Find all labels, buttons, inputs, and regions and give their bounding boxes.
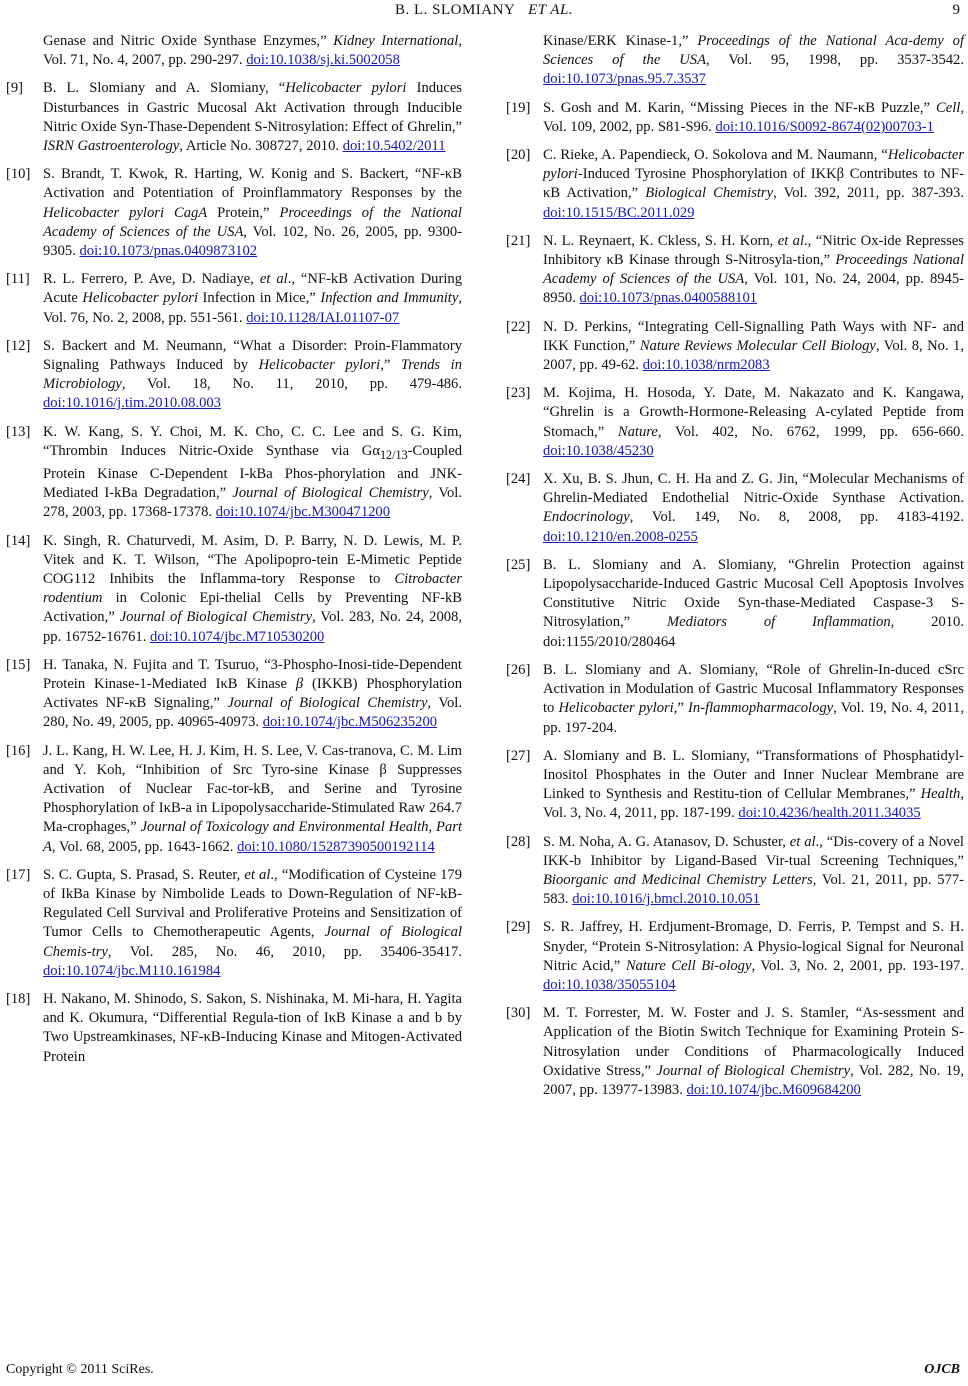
reference-text: , Article No. 308727, 2010. xyxy=(179,138,343,155)
reference-text: , Vol. 102, No. 26, 2005, pp. 9300-9305. xyxy=(43,223,462,260)
reference-entry xyxy=(506,318,964,376)
italic-text: Trends in Microbiology xyxy=(43,357,462,393)
reference-text: , Vol. 149, No. 8, 2008, pp. 4183-4192. xyxy=(629,509,964,526)
running-title xyxy=(0,2,968,19)
italic-text: Part A xyxy=(43,819,462,855)
reference-entry xyxy=(506,232,964,309)
reference-text: , Vol. 8, No. 1, 2007, pp. 49-62. xyxy=(543,337,964,374)
reference-text: X. Xu, B. S. Jhun, C. H. Ha and Z. G. Jin, “Molecular Mechanisms of Ghrelin-Mediated Endothelial Nitric-Oxide Synthase Activation. xyxy=(543,471,964,507)
italic-text: Journal of Biological Chemistry xyxy=(119,609,313,626)
italic-text: Citrobacter rodentium xyxy=(43,570,462,607)
reference-text: , Vol. 18, No. 11, 2010, pp. 479-486. xyxy=(121,376,462,393)
reference-number: [27] xyxy=(506,747,531,764)
doi-link[interactable]: doi:10.1074/jbc.M300471200 xyxy=(215,504,391,521)
italic-text: Journal of Biological Chemistry xyxy=(656,1062,851,1079)
italic-text: β xyxy=(295,676,304,692)
italic-text: Infection and Immunity xyxy=(320,290,459,307)
reference-number: [16] xyxy=(6,742,31,759)
reference-entry xyxy=(506,99,964,137)
reference-text: Kinase/ERK Kinase-1,” xyxy=(543,33,698,49)
italic-text: Journal of Biological Chemistry xyxy=(227,695,428,712)
reference-entry xyxy=(506,1004,964,1100)
italic-text: Helicobacter pylori xyxy=(82,290,198,307)
reference-text: J. L. Kang, H. W. Lee, H. J. Kim, H. S. Lee, V. Cas-tranova, C. M. Lim and Y. Koh, “Inhibition of Src Tyro-sine Kinase β Suppresses Activation of Nuclear Fac-tor-kB, and Serine and Tyrosine Phosphorylation of IκB-a in Lipopolysaccharide-Stimulated Raw 264.7 Ma-crophages,” xyxy=(43,742,462,836)
doi-link[interactable]: doi:10.1038/nrm2083 xyxy=(642,357,770,374)
doi-link[interactable]: doi:10.5402/2011 xyxy=(342,138,446,155)
doi-link[interactable]: doi:10.1073/pnas.95.7.3537 xyxy=(543,71,706,88)
italic-text: Mediators of Inflammation xyxy=(666,614,891,631)
italic-text: Health xyxy=(920,786,961,803)
doi-link[interactable]: doi:10.1016/S0092-8674(02)00703-1 xyxy=(715,118,934,135)
reference-number: [29] xyxy=(506,919,531,936)
reference-text: in Colonic Epi-thelial Cells by Preventing NF-kB Activation,” xyxy=(43,590,462,626)
reference-text: N. L. Reynaert, K. Ckless, S. H. Korn, xyxy=(543,232,778,249)
reference-entry xyxy=(6,742,462,857)
italic-text: Helicobacter pylori CagA xyxy=(43,204,208,221)
italic-text: Nature Reviews Molecular Cell Biology xyxy=(639,337,876,354)
italic-text: Helicobacter pylori xyxy=(285,80,407,97)
reference-text: -Coupled Protein Kinase C-Dependent I-kBa Phos-phorylation and JNK-Mediated I-kBa Degradation,” xyxy=(43,442,462,502)
doi-link[interactable]: doi:10.4236/health.2011.34035 xyxy=(738,805,921,822)
reference-entry xyxy=(6,656,462,733)
reference-text: , Vol. 280, No. 49, 2005, pp. 40965-40973. xyxy=(43,695,462,731)
italic-text: Helicobacter pylori xyxy=(258,357,381,374)
reference-number: [26] xyxy=(506,661,531,678)
reference-number: [22] xyxy=(506,318,531,335)
italic-text: Bioorganic and Medicinal Chemistry Letters xyxy=(543,871,813,888)
reference-text: S. Backert and M. Neumann, “What a Disorder: Proin-Flammatory Signaling Pathways Induced by xyxy=(43,337,462,374)
doi-link[interactable]: doi:10.1073/pnas.0400588101 xyxy=(579,290,758,307)
reference-number: [12] xyxy=(6,337,31,354)
reference-text: S. Brandt, T. Kwok, R. Harting, W. Konig and S. Backert, “NF-κB Activation and Potentiation of Proinflammatory Responses by the xyxy=(43,166,462,202)
journal-abbreviation: OJCB xyxy=(924,1362,960,1377)
reference-text: S. R. Jaffrey, H. Erdjument-Bromage, D. Ferris, P. Tempst and S. H. Snyder, “Protein S-Nitrosylation: A Physio-logical Signal for Neuronal Nitric Acid,” xyxy=(543,919,964,974)
reference-text: (IKKB) Phosphorylation Activates NF-κB Signaling,” xyxy=(43,676,462,712)
reference-text: S. Gosh and M. Karin, “Missing Pieces in the NF-κB Puzzle,” xyxy=(543,99,937,116)
reference-text: , Vol. 76, No. 2, 2008, pp. 551-561. xyxy=(43,290,462,326)
italic-text: et al xyxy=(244,866,271,883)
italic-text: Nature xyxy=(617,423,658,440)
reference-number: [14] xyxy=(6,532,31,549)
reference-text: , Vol. 392, 2011, pp. 387-393. xyxy=(773,185,964,202)
reference-text: Protein,” xyxy=(207,204,280,221)
reference-text: R. L. Ferrero, P. Ave, D. Nadiaye, xyxy=(43,271,260,288)
reference-text: M. T. Forrester, M. W. Foster and J. S. Stamler, “As-sessment and Application of the Biotin Switch Technique for Examining Protein S-Nitrosylation under Conditions of Pharmacologically Induced Oxidative Stress,” xyxy=(543,1005,964,1079)
reference-text: K. W. Kang, S. Y. Choi, M. K. Cho, C. C. Lee and S. G. Kim, “Thrombin Induces Nitric-Oxide Synthase via Gα xyxy=(43,423,462,459)
reference-number: [20] xyxy=(506,147,531,164)
italic-text: Nature Cell Bi-ology xyxy=(625,957,752,974)
reference-number: [15] xyxy=(6,656,31,673)
doi-link[interactable]: doi:10.1074/jbc.M506235200 xyxy=(262,714,438,731)
italic-text: Journal of Toxicology and Environmental Health xyxy=(140,819,429,836)
reference-number: [17] xyxy=(6,866,31,883)
reference-text: , Vol. 402, No. 6762, 1999, pp. 656-660. xyxy=(657,423,964,440)
italic-text: et al xyxy=(789,833,816,850)
reference-text: , Vol. 68, 2005, pp. 1643-1662. xyxy=(51,838,238,855)
reference-number: [23] xyxy=(506,385,531,402)
reference-number: [30] xyxy=(506,1005,531,1022)
reference-entry xyxy=(506,470,964,547)
subscript-text: 12/13 xyxy=(379,447,408,462)
doi-link[interactable]: doi:10.1074/jbc.M609684200 xyxy=(686,1081,861,1098)
reference-number: [11] xyxy=(6,271,30,288)
reference-text: Induces Disturbances in Gastric Mucosal Akt Activation through Inducible Nitric Oxide Syn-Thase-Dependent S-Nitrosylation: Effect of Ghrelin,” xyxy=(43,80,462,135)
reference-text: B. L. Slomiany and A. Slomiany, “Ghrelin Protection against Lipopolysaccharide-Induced Gastric Mucosal Cell Apoptosis Involves Constitutive Nitric Oxide Syn-thase-Mediated Caspase-3 S-Nitrosylation,” xyxy=(543,556,964,631)
reference-continuation xyxy=(6,32,462,70)
doi-link[interactable]: doi:10.1128/IAI.01107-07 xyxy=(246,309,400,326)
reference-text: , Vol. 95, 1998, pp. 3537-3542. xyxy=(706,52,964,69)
italic-text: Proceedings National Academy of Sciences of the USA xyxy=(543,252,964,288)
reference-number: [28] xyxy=(506,833,531,850)
reference-text: , Vol. 278, 2003, pp. 17368-17378. xyxy=(43,485,462,521)
reference-entry xyxy=(6,165,462,261)
reference-entry xyxy=(506,556,964,652)
italic-text: Proceedings of the National Academy of Sciences of the USA xyxy=(43,204,462,240)
reference-text: ., “Nitric Ox-ide Represses Inhibitory κB Kinase through S-Nitrosyla-tion,” xyxy=(543,232,964,269)
doi-link[interactable]: doi:10.1074/jbc.M110.161984 xyxy=(43,962,221,979)
reference-number: [19] xyxy=(506,99,531,116)
doi-link[interactable]: doi:10.1073/pnas.0409873102 xyxy=(79,243,258,260)
reference-text: A. Slomiany and B. L. Slomiany, “Transformations of Phosphatidyl-Inositol Phosphates in the Outer and Inner Nuclear Membrane are Linked to Synthesis and Restitu-tion of Cellular Membranes,” xyxy=(543,747,964,803)
reference-column-right xyxy=(506,32,964,1109)
reference-entry xyxy=(506,384,964,461)
reference-text: , Vol. 109, 2002, pp. S81-S96. xyxy=(543,99,964,135)
reference-text: S. C. Gupta, S. Prasad, S. Reuter, xyxy=(43,866,245,883)
reference-number: [13] xyxy=(6,423,31,440)
reference-column-left xyxy=(6,32,462,1076)
reference-text: -Induced Tyrosine Phosphorylation of IKKβ Contributes to NF-κB Activation,” xyxy=(543,166,964,202)
reference-number: [10] xyxy=(6,166,31,183)
page-number: 9 xyxy=(952,2,960,18)
reference-entry xyxy=(506,146,964,223)
doi-link[interactable]: doi:10.1016/j.tim.2010.08.003 xyxy=(43,395,221,412)
reference-text: , Vol. 285, No. 46, 2010, pp. 35406-35417. xyxy=(107,943,462,960)
reference-entry xyxy=(6,866,462,981)
reference-entry xyxy=(6,423,462,523)
italic-text: Helicobacter pylori xyxy=(543,147,964,183)
reference-entry xyxy=(6,337,462,414)
italic-text: In-flammopharmacology xyxy=(688,700,834,717)
reference-number: [18] xyxy=(6,991,31,1008)
reference-text: H. Tanaka, N. Fujita and T. Tsuruo, “3-Phospho-Inosi-tide-Dependent Protein Kinase-1-Mediated IκB Kinase xyxy=(43,656,462,692)
doi-link[interactable]: doi:10.1080/15287390500192114 xyxy=(237,838,435,855)
doi-link[interactable]: doi:10.1038/35055104 xyxy=(543,976,676,993)
reference-number: [21] xyxy=(506,232,531,249)
page-header xyxy=(0,0,968,26)
italic-text: Journal of Biological Chemis-try xyxy=(43,924,462,960)
doi-link[interactable]: doi:10.1016/j.bmcl.2010.10.051 xyxy=(572,891,760,908)
reference-entry xyxy=(506,747,964,824)
reference-text: ., “Dis-covery of a Novel IKK-b Inhibitor by Ligand-Based Vir-tual Screening Techniques,” xyxy=(543,833,964,869)
reference-text: ., “NF-kB Activation During Acute xyxy=(43,271,462,307)
italic-text: et al xyxy=(777,232,805,249)
italic-text: Biological Chemistry xyxy=(645,185,774,202)
reference-entry xyxy=(6,79,462,156)
italic-text: et al xyxy=(259,271,288,288)
reference-entry xyxy=(506,661,964,738)
reference-text: Infection in Mice,” xyxy=(198,290,321,307)
reference-entry xyxy=(6,532,462,647)
reference-text: N. D. Perkins, “Integrating Cell-Signalling Path Ways with NF- and IKK Function,” xyxy=(543,318,964,354)
reference-entry xyxy=(506,833,964,910)
reference-text: B. L. Slomiany and A. Slomiany, “ xyxy=(43,80,286,97)
reference-text: , 2010. doi:1155/2010/280464 xyxy=(543,614,964,650)
reference-text: , Vol. 282, No. 19, 2007, pp. 13977-13983. xyxy=(543,1062,964,1098)
italic-text: ISRN Gastroenterology xyxy=(43,138,180,155)
reference-text: , Vol. 19, No. 4, 2011, pp. 197-204. xyxy=(543,700,965,736)
reference-text: K. Singh, R. Chaturvedi, M. Asim, D. P. Barry, N. D. Lewis, M. P. Vitek and K. T. Wilson, “The Apolipopro-tein E-Mimetic Peptide COG112 Inhibits the Inflamma-tory Response to xyxy=(43,532,462,587)
reference-text: M. Kojima, H. Hosoda, Y. Date, M. Nakazato and K. Kangawa, “Ghrelin is a Growth-Hormone-Releasing A-cylated Peptide from Stomach,” xyxy=(543,385,964,440)
reference-number: [9] xyxy=(6,80,24,97)
reference-text: , Vol. 283, No. 24, 2008, pp. 16752-16761. xyxy=(43,609,462,645)
reference-number: [25] xyxy=(506,556,531,573)
reference-text: , Vol. 101, No. 24, 2004, pp. 8945-8950. xyxy=(543,271,964,307)
running-title-authors: B. L. SLOMIANY xyxy=(394,2,516,18)
reference-text: S. M. Noha, A. G. Atanasov, D. Schuster, xyxy=(543,833,790,850)
doi-link[interactable]: doi:10.1038/45230 xyxy=(543,442,654,459)
reference-number: [24] xyxy=(506,471,531,488)
reference-text: H. Nakano, M. Shinodo, S. Sakon, S. Nishinaka, M. Mi-hara, H. Yagita and K. Okumura, “Differential Regula-tion of IκB Kinase a and b by Two Upstreamkinases, NF-κB-Inducing Kinase and Mitogen-Activated Protein xyxy=(43,991,462,1065)
italic-text: Helicobacter pylori xyxy=(558,700,674,717)
italic-text: Journal of Biological Chemistry xyxy=(232,485,429,502)
doi-link[interactable]: doi:10.1038/sj.ki.5002058 xyxy=(246,52,400,69)
page-footer xyxy=(0,1362,968,1384)
doi-link[interactable]: doi:10.1515/BC.2011.029 xyxy=(543,204,695,221)
reference-text: , Vol. 3, No. 2, 2001, pp. 193-197. xyxy=(751,957,965,974)
reference-text: , xyxy=(428,819,437,836)
reference-text: ,” xyxy=(380,357,401,374)
running-title-et-al: ET AL. xyxy=(528,2,574,18)
reference-text: , Vol. 71, No. 4, 2007, pp. 290-297. xyxy=(43,33,462,69)
doi-link[interactable]: doi:10.1074/jbc.M710530200 xyxy=(150,628,325,645)
copyright-notice: Copyright © 2011 SciRes. xyxy=(6,1362,154,1377)
reference-entry xyxy=(506,918,964,995)
reference-text: C. Rieke, A. Papendieck, O. Sokolova and M. Naumann, “ xyxy=(543,147,888,164)
italic-text: Proceedings of the National Aca-demy of Sciences of the USA xyxy=(543,33,965,69)
italic-text: Cell xyxy=(936,99,961,116)
reference-entry xyxy=(6,990,462,1067)
reference-text: ., “Modification of Cysteine 179 of IkBa Kinase by Nimbolide Leads to Down-Regulation of NF-kB-Regulated Cell Survival and Proliferative Proteins and Sensitization of Tumor Cells to Chemotherapeutic Agents, xyxy=(43,866,462,941)
reference-text: Genase and Nitric Oxide Synthase Enzymes,” xyxy=(43,33,334,49)
italic-text: Endocrinology xyxy=(543,509,630,526)
reference-text: , Vol. 21, 2011, pp. 577-583. xyxy=(543,871,964,908)
reference-text: ,” xyxy=(673,700,689,717)
reference-text: B. L. Slomiany and A. Slomiany, “Role of Ghrelin-In-duced cSrc Activation in Modulation of Gastric Mucosal Inflammatory Responses to xyxy=(543,661,964,717)
italic-text: Kidney International xyxy=(333,33,459,49)
reference-continuation xyxy=(506,32,964,90)
reference-entry xyxy=(6,270,462,328)
doi-link[interactable]: doi:10.1210/en.2008-0255 xyxy=(543,528,698,545)
reference-text: , Vol. 3, No. 4, 2011, pp. 187-199. xyxy=(543,786,964,822)
